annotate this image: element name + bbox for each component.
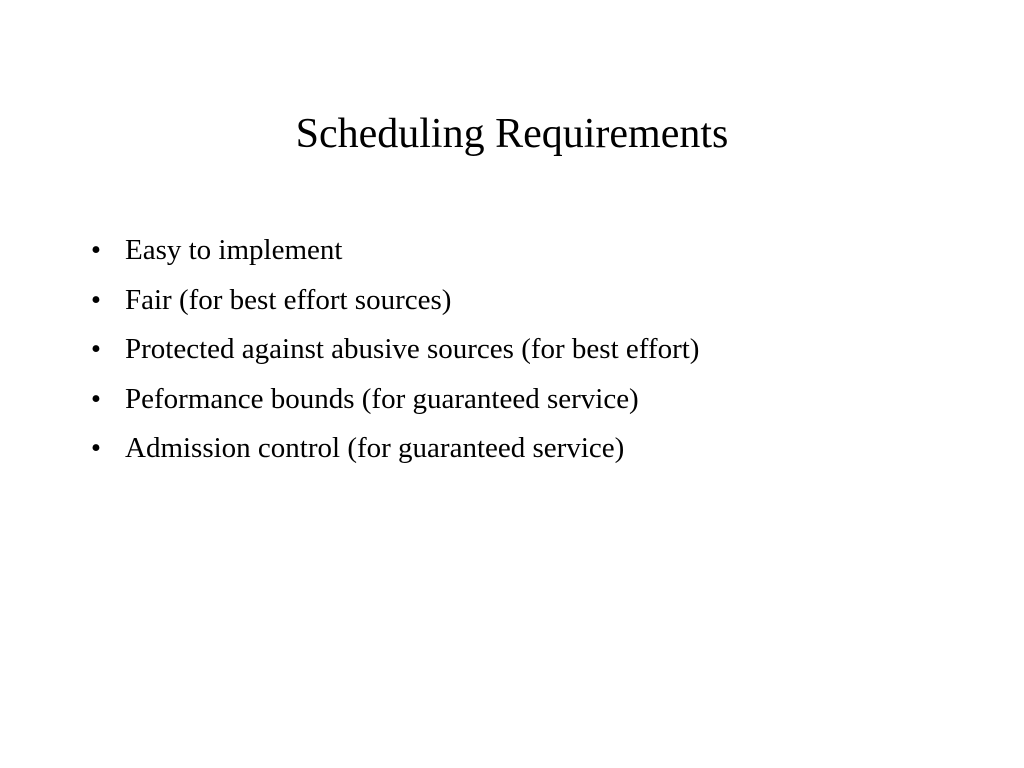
bullet-icon: •	[90, 432, 102, 464]
bullet-text: Easy to implement	[125, 234, 343, 266]
bullet-icon: •	[90, 333, 102, 365]
bullet-icon: •	[90, 382, 102, 415]
bullet-text: Protected against abusive sources (for best effort)	[125, 333, 700, 365]
slide-title: Scheduling Requirements	[295, 111, 729, 157]
list-item	[84, 226, 964, 276]
bullet-text: Peformance bounds (for guaranteed service)	[125, 382, 639, 415]
list-item	[84, 375, 964, 425]
bullet-list	[84, 226, 964, 474]
list-item	[84, 276, 964, 326]
bullet-text: Fair (for best effort sources)	[125, 283, 452, 316]
list-item	[84, 424, 964, 474]
bullet-text: Admission control (for guaranteed service)	[125, 432, 625, 464]
bullet-icon: •	[90, 234, 102, 266]
bullet-icon: •	[90, 283, 102, 316]
list-item	[84, 325, 964, 375]
